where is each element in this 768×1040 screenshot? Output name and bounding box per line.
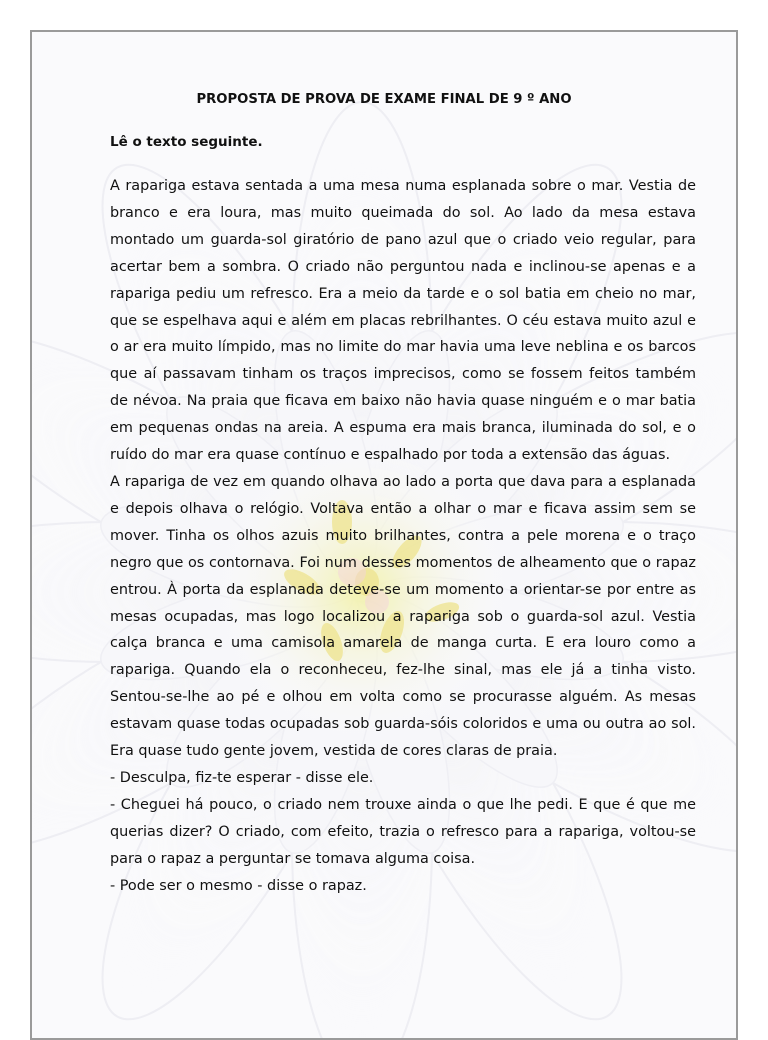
dialogue-line-2: - Cheguei há pouco, o criado nem trouxe ainda o que lhe pedi. E que é que me querias dizer? O criado, com efeito, trazia o refresco para a rapariga, voltou-se para o rapaz a perguntar se tomava alguma coisa. [110, 796, 696, 867]
story-text [110, 173, 696, 899]
document-page [30, 30, 738, 1040]
dialogue-line-3: - Pode ser o mesmo - disse o rapaz. [110, 877, 367, 894]
dialogue-line-1: - Desculpa, fiz-te esperar - disse ele. [110, 769, 374, 786]
reading-instruction: Lê o texto seguinte. [110, 134, 263, 150]
document-title: PROPOSTA DE PROVA DE EXAME FINAL DE 9 º ANO [196, 92, 572, 107]
paragraph-2: A rapariga de vez em quando olhava ao lado a porta que dava para a esplanada e depois olhava o relógio. Voltava então a olhar o mar e ficava assim sem se mover. Tinha os olhos azuis muito brilhantes, contra a pele morena e o traço negro que os contornava. Foi num desses momentos de alheamento que o rapaz entrou. À porta da esplanada deteve-se um momento a orientar-se por entre as mesas ocupadas, mas logo localizou a rapariga sob o guarda-sol azul. Vestia calça branca e uma camisola amarela de manga curta. E era louro como a rapariga. Quando ela o reconheceu, fez-lhe sinal, mas ele já a tinha visto. Sentou-se-lhe ao pé e olhou em volta como se procurasse alguém. As mesas estavam quase todas ocupadas sob guarda-sóis coloridos e uma ou outra ao sol. Era quase tudo gente jovem, vestida de cores claras de praia. [110, 473, 696, 760]
paragraph-1: A rapariga estava sentada a uma mesa numa esplanada sobre o mar. Vestia de branco e era loura, mas muito queimada do sol. Ao lado da mesa estava montado um guarda-sol giratório de pano azul que o criado veio regular, para acertar bem a sombra. O criado não perguntou nada e inclinou-se apenas e a rapariga pediu um refresco. Era a meio da tarde e o sol batia em cheio no mar, que se espelhava aqui e além em placas rebrilhantes. O céu estava muito azul e o ar era muito límpido, mas no limite do mar havia uma leve neblina e os barcos que aí passavam tinham os traços imprecisos, como se fossem feitos também de névoa. Na praia que ficava em baixo não havia quase ninguém e o mar batia em pequenas ondas na areia. A espuma era mais branca, iluminada do sol, e o ruído do mar era quase contínuo e espalhado por toda a extensão das águas. [110, 178, 696, 464]
